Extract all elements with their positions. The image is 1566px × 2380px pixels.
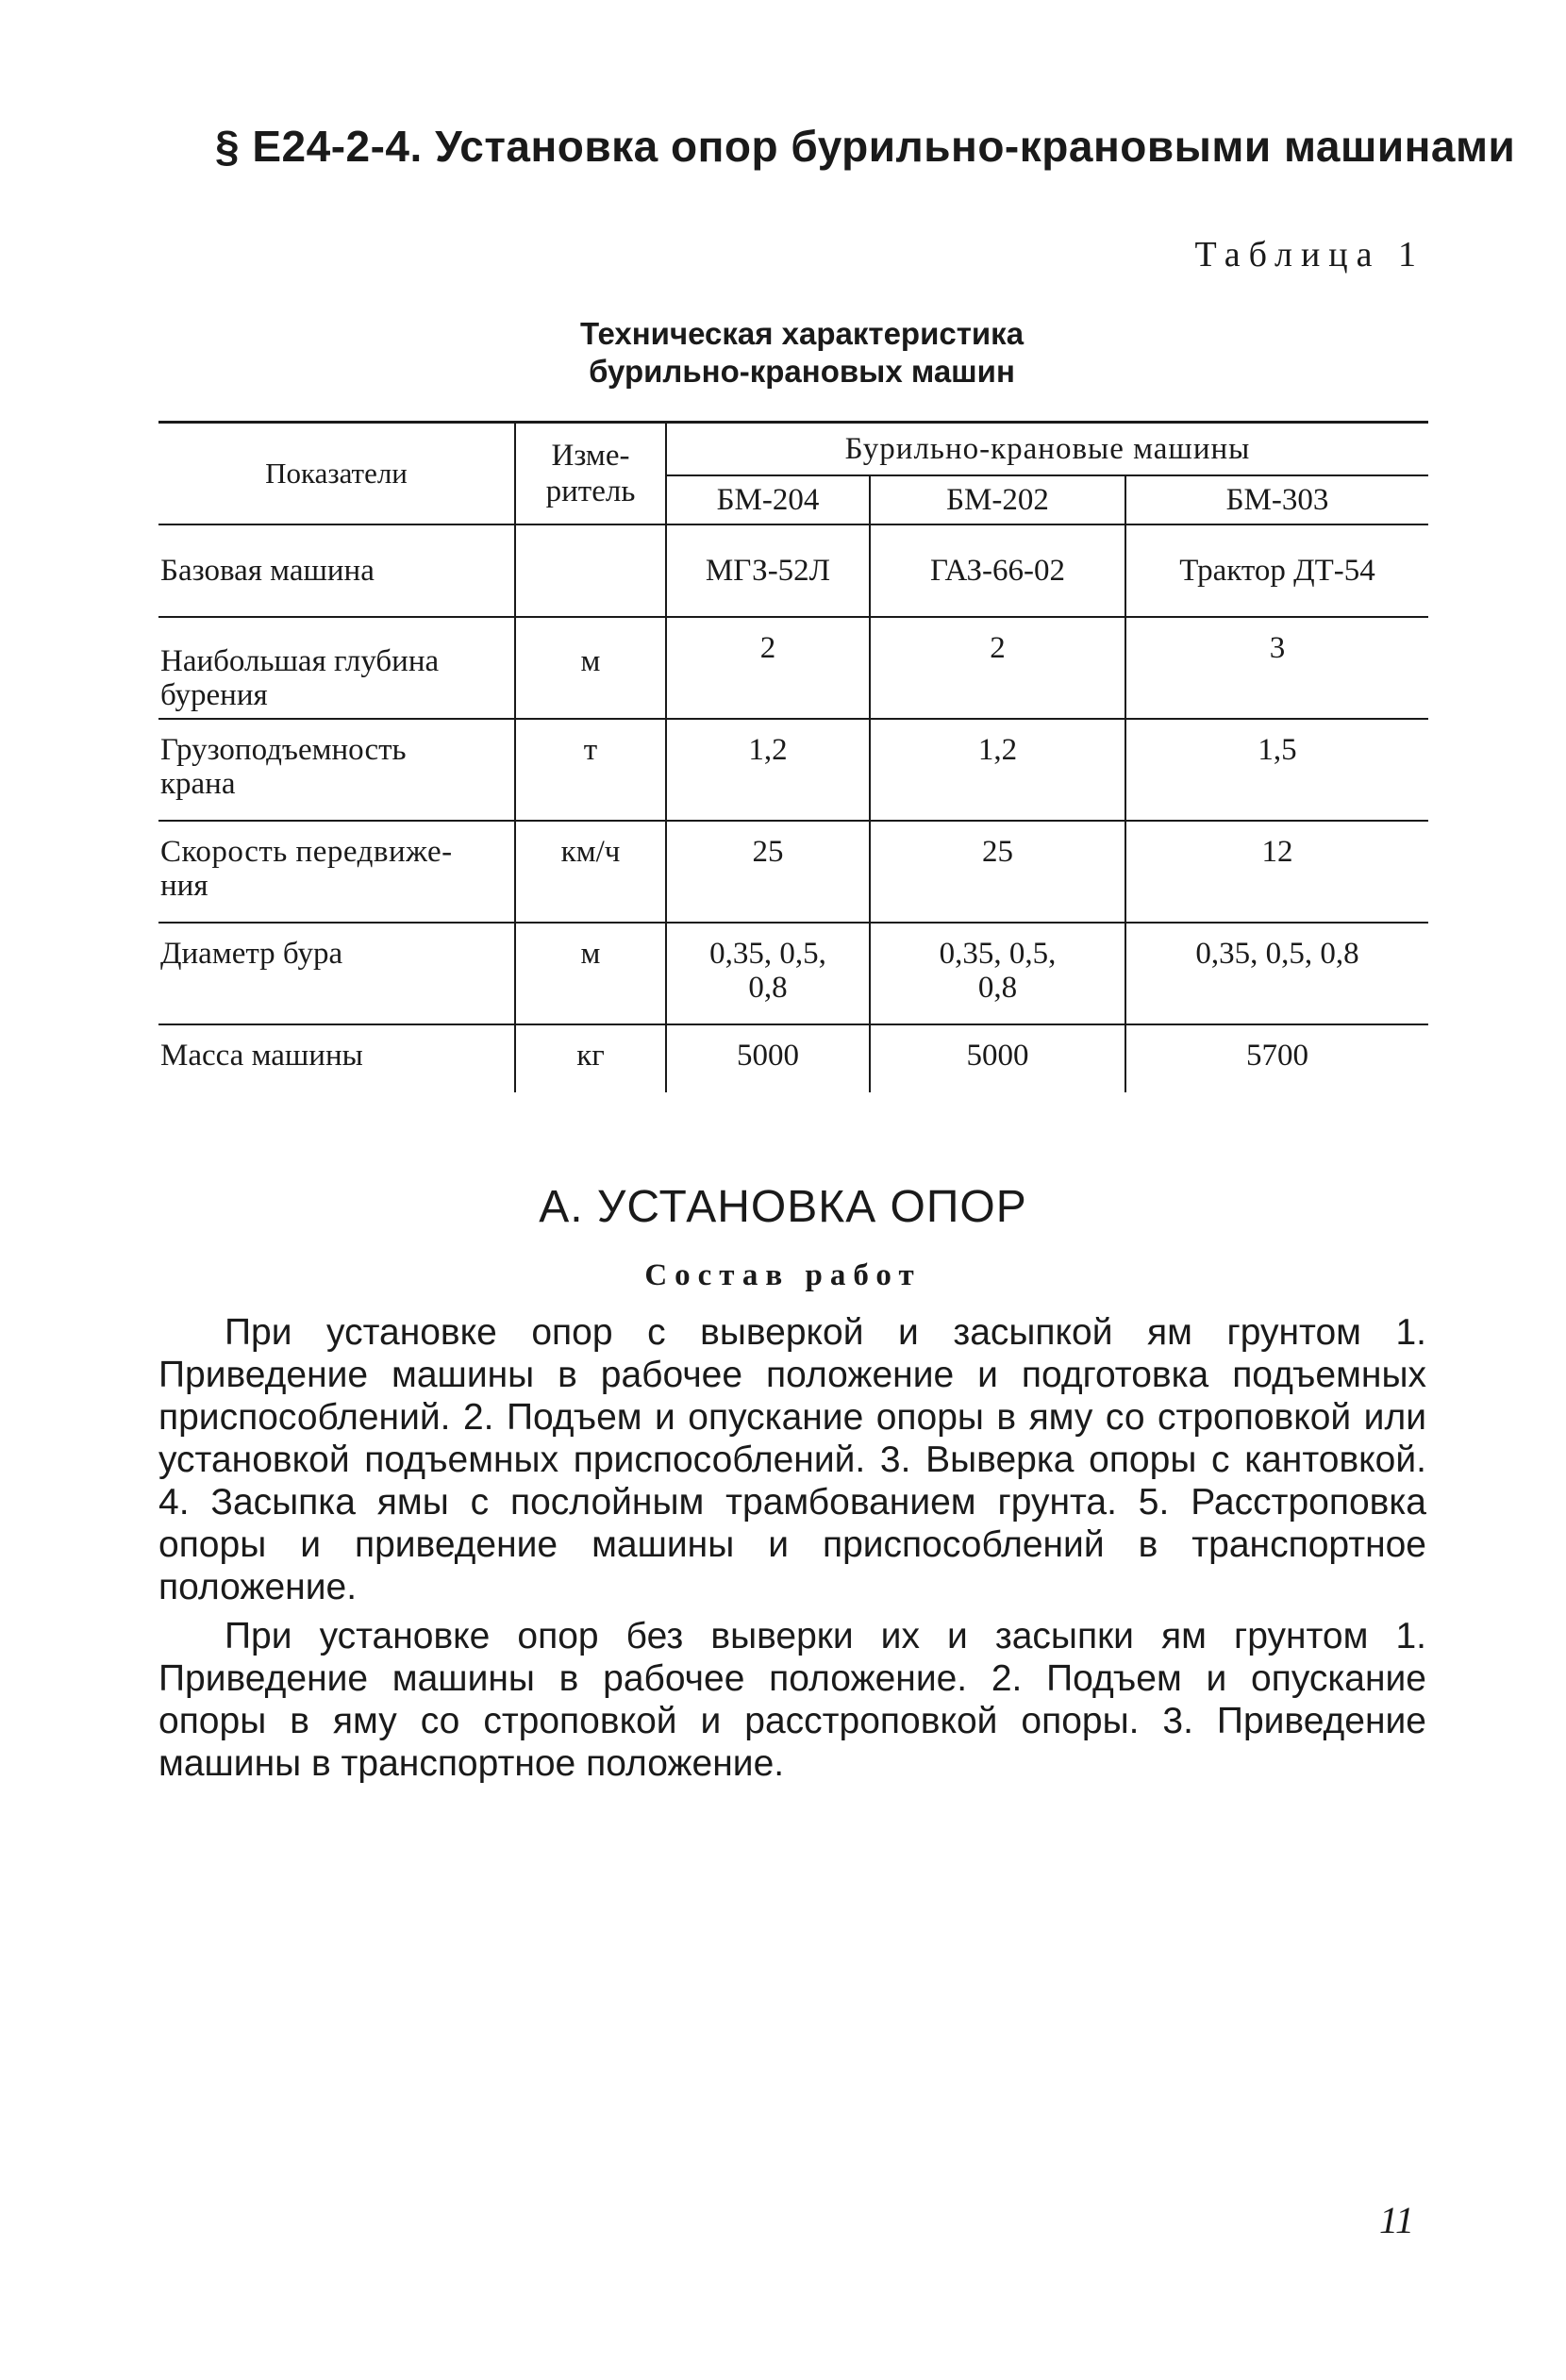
row-label — [158, 821, 515, 923]
table-row — [158, 1024, 1428, 1092]
row-value-text: 25 — [982, 834, 1013, 869]
row-value — [666, 617, 870, 719]
row-label — [158, 719, 515, 821]
table-row — [158, 617, 1428, 719]
row-value-text: 2 — [990, 630, 1006, 665]
row-unit — [515, 821, 666, 923]
row-value — [870, 821, 1125, 923]
row-value: ГАЗ-66-02 — [870, 524, 1125, 617]
row-label — [158, 617, 515, 719]
row-value-text: 3 — [1269, 630, 1286, 665]
row-value-text: 2 — [759, 630, 776, 665]
table-row — [158, 524, 1428, 617]
row-label-line2: бурения — [160, 677, 268, 712]
row-value — [666, 1024, 870, 1092]
table-row — [158, 719, 1428, 821]
table-label: Таблица 1 — [1194, 235, 1424, 275]
header-machine-group: Бурильно-крановые машины — [666, 423, 1428, 475]
row-unit-text: кг — [576, 1038, 605, 1073]
row-value — [666, 719, 870, 821]
table-row — [158, 821, 1428, 923]
row-label-line1: Грузоподъемность — [160, 732, 407, 767]
row-unit-text: км/ч — [560, 834, 621, 869]
page-number: 11 — [1379, 2199, 1415, 2241]
row-unit-text: м — [580, 643, 601, 678]
row-value-text: 12 — [1261, 834, 1293, 869]
row-unit-text: т — [583, 732, 598, 767]
row-value — [666, 923, 870, 1024]
row-value — [1125, 1024, 1428, 1092]
row-label-line1: Диаметр бура — [160, 936, 343, 971]
header-unit — [515, 423, 666, 524]
paragraph: При установке опор без выверки их и засыпки ям грунтом 1. Приведение машины в рабочее положение. 2. Подъем и опускание опоры в яму со строповкой и расстроповкой опоры. 3. Приведение машины в транспортное положение. — [158, 1616, 1426, 1784]
row-value-text: 25 — [752, 834, 784, 869]
row-value — [870, 719, 1125, 821]
table-caption — [472, 315, 1132, 391]
row-value — [870, 617, 1125, 719]
row-unit — [515, 719, 666, 821]
row-value-text: 5000 — [966, 1038, 1029, 1073]
header-machine-bm303: БМ-303 — [1125, 475, 1428, 524]
section-title: § Е24-2-4. Установка опор бурильно-крановыми машинами — [215, 122, 1516, 171]
row-label — [158, 923, 515, 1024]
row-label-line1: Масса машины — [160, 1038, 363, 1073]
header-unit-line2: ритель — [545, 474, 636, 508]
row-value — [1125, 719, 1428, 821]
row-value-text: 1,2 — [748, 732, 788, 767]
row-label-line2: крана — [160, 766, 236, 801]
row-value-text: 1,5 — [1258, 732, 1297, 767]
header-indicator: Показатели — [158, 423, 515, 524]
row-value-text: 1,2 — [977, 732, 1018, 767]
row-unit — [515, 617, 666, 719]
row-unit-text: м — [580, 936, 601, 971]
row-value-text: 0,35, 0,5, 0,8 — [709, 936, 826, 1005]
subsection-title: А. УСТАНОВКА ОПОР — [539, 1182, 1027, 1232]
row-value — [870, 923, 1125, 1024]
row-value — [870, 1024, 1125, 1092]
row-unit — [515, 524, 666, 617]
row-label-line2: ния — [160, 868, 208, 903]
row-value — [1125, 617, 1428, 719]
table-row — [158, 923, 1428, 1024]
table-caption-line1: Техническая характеристика — [579, 316, 1025, 351]
row-value-text: 0,35, 0,5, 0,8 — [939, 936, 1057, 1005]
paragraph: При установке опор с выверкой и засыпкой ям грунтом 1. Приведение машины в рабочее положение и подготовка подъемных приспособлений. 2. Подъем и опускание опоры в яму со строповкой или установкой подъемных приспособлений. 3. Выверка опоры с кантовкой. 4. Засыпка ямы с послойным трамбованием грунта. 5. Расстроповка опоры и приведение машины и приспособлений в транспортное положение. — [158, 1312, 1426, 1607]
row-unit — [515, 923, 666, 1024]
row-value-text: 5700 — [1246, 1038, 1308, 1073]
row-label-line1: Наибольшая глубина — [160, 643, 440, 678]
spec-table — [158, 421, 1428, 1092]
row-value: Трактор ДТ-54 — [1125, 524, 1428, 617]
row-unit — [515, 1024, 666, 1092]
table-caption-line2: бурильно-крановых машин — [589, 354, 1015, 389]
row-label-line1: Базовая машина — [160, 553, 375, 588]
row-value — [666, 821, 870, 923]
row-label-line1: Скорость передвиже- — [160, 834, 453, 869]
row-value-text: 0,35, 0,5, 0,8 — [1195, 936, 1359, 971]
row-label — [158, 524, 515, 617]
header-machine-bm202: БМ-202 — [870, 475, 1125, 524]
row-value: МГЗ-52Л — [666, 524, 870, 617]
row-value-text: 5000 — [737, 1038, 799, 1073]
row-value — [1125, 923, 1428, 1024]
row-value — [1125, 821, 1428, 923]
header-machine-bm204: БМ-204 — [666, 475, 870, 524]
row-label — [158, 1024, 515, 1092]
header-unit-line1: Изме- — [551, 438, 630, 473]
subsection-heading: Состав работ — [644, 1258, 922, 1292]
